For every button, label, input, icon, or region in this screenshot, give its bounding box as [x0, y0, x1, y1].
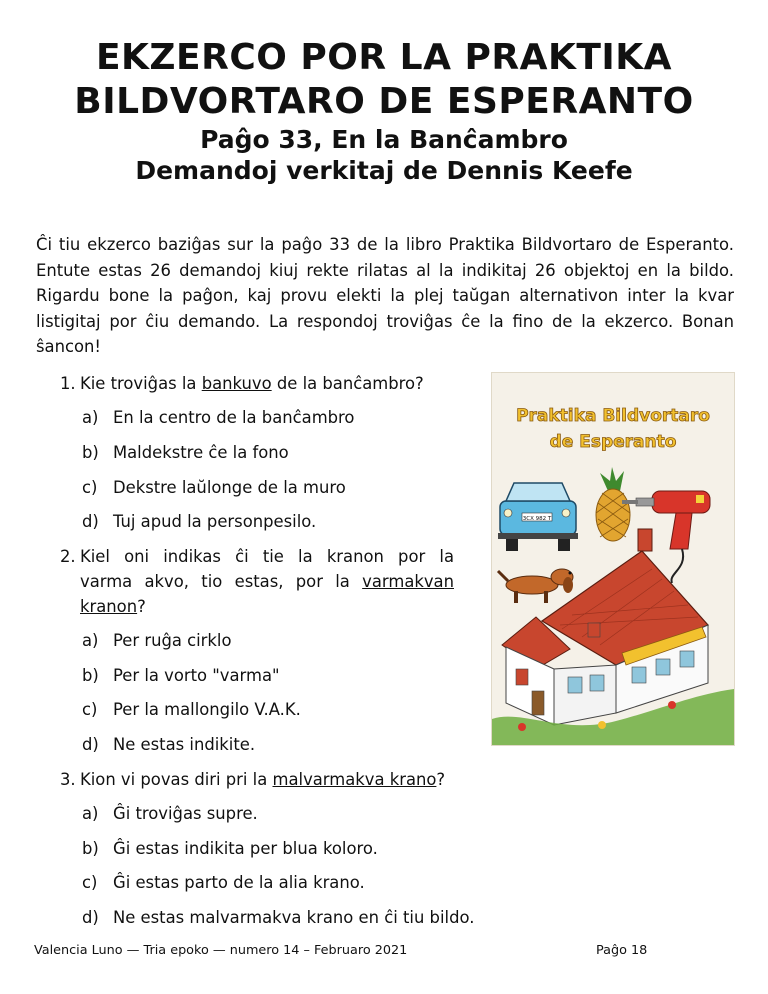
option-letter: c) [82, 478, 98, 497]
question-text-before: Kion vi povas diri pri la [80, 770, 273, 789]
option-text: Per la vorto "varma" [113, 666, 280, 685]
page-subtitle [0, 124, 768, 186]
option-3c [82, 871, 365, 895]
option-letter: b) [82, 443, 99, 462]
option-2d [82, 733, 255, 757]
option-1a [82, 406, 354, 430]
option-text: Per ruĝa cirklo [113, 631, 232, 650]
question-number: 3. [60, 770, 76, 789]
option-letter: d) [82, 908, 99, 927]
question-text-before: Kie troviĝas la [80, 374, 202, 393]
option-1c [82, 476, 346, 500]
option-text: Ne estas indikite. [113, 735, 256, 754]
option-text: Maldekstre ĉe la fono [113, 443, 289, 462]
subtitle-line-2: Demandoj verkitaj de Dennis Keefe [135, 156, 633, 185]
cover-title-line-2: de Esperanto [549, 432, 677, 452]
question-keyword: malvarmakva krano [272, 770, 437, 789]
option-letter: b) [82, 666, 99, 685]
cover-title-line-1: Praktika Bildvortaro [516, 406, 710, 426]
question-text-after: de la banĉambro? [271, 374, 424, 393]
option-letter: a) [82, 631, 99, 650]
question-1 [60, 372, 424, 396]
car-icon [498, 483, 578, 551]
question-2-line-3 [80, 595, 146, 619]
option-text: Dekstre laŭlonge de la muro [113, 478, 346, 497]
title-line-1: EKZERCO POR LA PRAKTIKA [95, 37, 673, 78]
option-1b [82, 441, 289, 465]
title-line-2: BILDVORTARO DE ESPERANTO [74, 81, 694, 122]
option-text: Ne estas malvarmakva krano en ĉi tiu bildo. [113, 908, 475, 927]
question-keyword: bankuvo [201, 374, 272, 393]
option-letter: b) [82, 839, 99, 858]
house-icon [492, 529, 734, 745]
question-keyword: kranon [80, 597, 138, 616]
option-text: Ĝi troviĝas supre. [113, 804, 258, 823]
option-text: En la centro de la banĉambro [113, 408, 355, 427]
option-3a [82, 802, 258, 826]
option-1d [82, 510, 316, 534]
option-2c [82, 698, 301, 722]
subtitle-line-1: Paĝo 33, En la Banĉambro [200, 125, 568, 154]
option-text: Ĝi estas indikita per blua koloro. [113, 839, 378, 858]
option-3b [82, 837, 378, 861]
option-text: Ĝi estas parto de la alia krano. [113, 873, 365, 892]
option-letter: a) [82, 804, 99, 823]
question-3 [60, 768, 445, 792]
option-text: Tuj apud la personpesilo. [113, 512, 317, 531]
option-letter: a) [82, 408, 99, 427]
option-letter: c) [82, 700, 98, 719]
option-2b [82, 664, 280, 688]
option-2a [82, 629, 232, 653]
dog-icon [498, 569, 573, 603]
question-keyword: varmakvan [362, 572, 454, 591]
footer-page-number: Paĝo 18 [596, 943, 648, 958]
book-cover-image [491, 372, 735, 746]
question-2-line-2 [80, 570, 454, 594]
question-text-line-1: Kiel oni indikas ĉi tie la kranon por la [80, 547, 454, 566]
question-2 [60, 545, 454, 569]
option-letter: d) [82, 735, 99, 754]
footer-publication: Valencia Luno — Tria epoko — numero 14 – Februaro 2021 [34, 943, 408, 958]
question-text-after: ? [436, 770, 446, 789]
question-number: 2. [60, 547, 76, 566]
page-title [0, 36, 768, 124]
option-3d [82, 906, 474, 930]
question-number: 1. [60, 374, 76, 393]
car-plate: 3CX 982 T [522, 516, 552, 522]
question-text-after: ? [137, 597, 146, 616]
intro-paragraph: Ĉi tiu ekzerco baziĝas sur la paĝo 33 de la libro Praktika Bildvortaro de Esperanto. Entute estas 26 demandoj kiuj rekte rilatas al la indikitaj 26 objektoj en la bildo. Rigardu bone la paĝon, kaj provu elekti la plej taŭgan alternativon inter la kvar listigitaj por ĉiu demando. La respondoj troviĝas ĉe la fino de la ekzerco. Bonan ŝancon! [36, 235, 734, 357]
option-text: Per la mallongilo V.A.K. [113, 700, 301, 719]
option-letter: d) [82, 512, 99, 531]
option-letter: c) [82, 873, 98, 892]
question-text-line-2: varma akvo, tio estas, por la varmakvan [80, 572, 454, 591]
